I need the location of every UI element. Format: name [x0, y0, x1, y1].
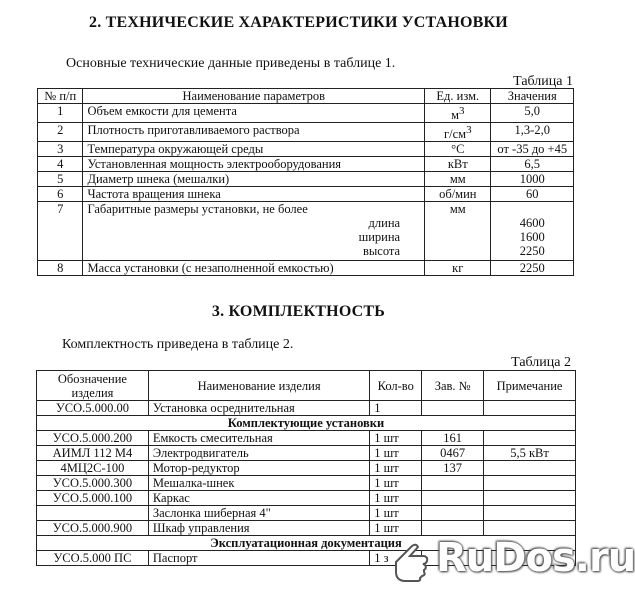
item-name: Мешалка-шнек — [148, 476, 369, 491]
row-param: Частота вращения шнека — [83, 187, 425, 202]
row-value: 1,3-2,0 — [491, 123, 574, 142]
section2-heading: 2. ТЕХНИЧЕСКИЕ ХАРАКТЕРИСТИКИ УСТАНОВКИ — [89, 14, 508, 31]
row-unit — [425, 187, 491, 202]
group-title: Эксплуатационная документация — [37, 536, 576, 551]
row-value: 2250 — [491, 261, 574, 276]
unit-text: г/см — [444, 127, 467, 142]
dim-label: высота — [362, 244, 401, 259]
item-serial: 0467 — [422, 446, 484, 461]
item-qty: 1 шт — [370, 461, 422, 476]
group-title: Комплектующие установки — [37, 416, 576, 431]
item-name: Емкость смесительная — [148, 431, 369, 446]
dim-label: длина — [368, 216, 401, 231]
row-param: Диаметр шнека (мешалки) — [83, 172, 425, 187]
row-number: 1 — [38, 104, 83, 123]
row-value: от -35 до +45 — [491, 142, 574, 157]
unit-text: мм — [449, 172, 466, 187]
unit-superscript: 3 — [466, 124, 472, 137]
table1-row — [38, 123, 574, 142]
item-code: УСО.5.000 ПС — [37, 551, 149, 566]
table2-row — [37, 431, 576, 446]
table2-caption: Таблица 2 — [511, 355, 571, 370]
item-note — [484, 506, 576, 521]
table1-header: Наименование параметров — [83, 89, 425, 104]
row-unit: мм — [425, 202, 491, 261]
table2-header-row — [37, 371, 576, 401]
table1-row — [38, 187, 574, 202]
row-unit: кг — [425, 261, 491, 276]
table1-row — [38, 157, 574, 172]
item-code: 4МЦ2С-100 — [37, 461, 149, 476]
table2-header: Обозначение изделия — [37, 371, 149, 401]
item-serial — [422, 476, 484, 491]
item-qty: 1 з — [370, 551, 422, 566]
item-note — [484, 461, 576, 476]
row-number: 8 — [38, 261, 83, 276]
row-number: 6 — [38, 187, 83, 202]
dim-value: 2250 — [519, 244, 545, 259]
item-name: Мотор-редуктор — [148, 461, 369, 476]
table2-header: Зав. № — [422, 371, 484, 401]
row-unit — [425, 172, 491, 187]
dim-value: 4600 — [519, 216, 545, 231]
row-param — [83, 202, 425, 261]
row-unit — [425, 104, 491, 123]
item-code: УСО.5.000.200 — [37, 431, 149, 446]
item-name: Каркас — [148, 491, 369, 506]
table1-row — [38, 104, 574, 123]
item-qty: 1 шт — [370, 506, 422, 521]
row-number: 4 — [38, 157, 83, 172]
table2-row — [37, 476, 576, 491]
item-code: УСО.5.000.300 — [37, 476, 149, 491]
table1-row — [38, 142, 574, 157]
table2-header: Наименование изделия — [148, 371, 369, 401]
row-number: 2 — [38, 123, 83, 142]
item-code: УСО.5.000.00 — [37, 401, 149, 416]
row-number: 5 — [38, 172, 83, 187]
item-code: АИМЛ 112 М4 — [37, 446, 149, 461]
table1-header: Значения — [491, 89, 574, 104]
row-unit — [425, 157, 491, 172]
row-value: 6,5 — [491, 157, 574, 172]
dim-label: ширина — [358, 230, 401, 245]
item-note — [484, 431, 576, 446]
table2-header: Кол-во — [370, 371, 422, 401]
row-value: 60 — [491, 187, 574, 202]
item-serial — [422, 491, 484, 506]
unit-text: м — [451, 108, 459, 123]
item-name: Шкаф управления — [148, 521, 369, 536]
item-qty: 1 шт — [370, 476, 422, 491]
row7-name: Габаритные размеры установки, не более — [87, 202, 308, 217]
table1-row — [38, 261, 574, 276]
item-qty: 1 — [370, 401, 422, 416]
section3-heading: 3. КОМПЛЕКТНОСТЬ — [211, 303, 386, 320]
row-unit — [425, 142, 491, 157]
item-serial — [422, 401, 484, 416]
row-value: 5,0 — [491, 104, 574, 123]
table1-caption: Таблица 1 — [513, 74, 573, 89]
item-qty: 1 шт — [370, 521, 422, 536]
watermark-text: RuDos.ru — [436, 535, 635, 581]
table2-header: Примечание — [484, 371, 576, 401]
item-note — [484, 491, 576, 506]
unit-text: °С — [451, 142, 465, 157]
item-serial — [422, 521, 484, 536]
item-qty: 1 шт — [370, 491, 422, 506]
section2-intro: Основные технические данные приведены в таблице 1. — [66, 56, 396, 71]
row-param: Температура окружающей среды — [83, 142, 425, 157]
dim-value: 1600 — [519, 230, 545, 245]
table1-header: Ед. изм. — [425, 89, 491, 104]
row-param: Объем емкости для цемента — [83, 104, 425, 123]
item-qty: 1 шт — [370, 431, 422, 446]
table2-row — [37, 401, 576, 416]
table1-header-row — [38, 89, 574, 104]
table2-row — [37, 521, 576, 536]
item-name: Паспорт — [148, 551, 369, 566]
group-row — [37, 416, 576, 431]
table2-row — [37, 461, 576, 476]
table1-row — [38, 202, 574, 261]
row-value: 1000 — [491, 172, 574, 187]
item-name: Установка осреднительная — [148, 401, 369, 416]
unit-text: об/мин — [439, 187, 477, 202]
row-param: Плотность приготавливаемого раствора — [83, 123, 425, 142]
row-unit — [425, 123, 491, 142]
item-code: УСО.5.000.900 — [37, 521, 149, 536]
table2-row — [37, 506, 576, 521]
item-code: УСО.5.000.100 — [37, 491, 149, 506]
unit-text: кВт — [447, 157, 468, 172]
table1-row — [38, 172, 574, 187]
item-note — [484, 476, 576, 491]
row-param: Установленная мощность электрооборудования — [83, 157, 425, 172]
item-note — [484, 521, 576, 536]
table2-row — [37, 446, 576, 461]
item-note — [484, 401, 576, 416]
row-value — [491, 202, 574, 261]
row-number: 3 — [38, 142, 83, 157]
item-qty: 1 шт — [370, 446, 422, 461]
row-number: 7 — [38, 202, 83, 261]
table1 — [37, 88, 574, 276]
item-serial: 137 — [422, 461, 484, 476]
item-serial: 161 — [422, 431, 484, 446]
unit-superscript: 3 — [458, 105, 465, 117]
item-name: Заслонка шиберная 4" — [148, 506, 369, 521]
item-serial — [422, 506, 484, 521]
item-name: Электродвигатель — [148, 446, 369, 461]
section3-intro: Комплектность приведена в таблице 2. — [62, 337, 294, 352]
row-param: Масса установки (с незаполненной емкостью) — [83, 261, 425, 276]
item-note: 5,5 кВт — [484, 446, 576, 461]
pointing-hand-icon — [390, 540, 430, 584]
item-code — [37, 506, 149, 521]
table2-row — [37, 491, 576, 506]
table1-header: № п/п — [38, 89, 83, 104]
